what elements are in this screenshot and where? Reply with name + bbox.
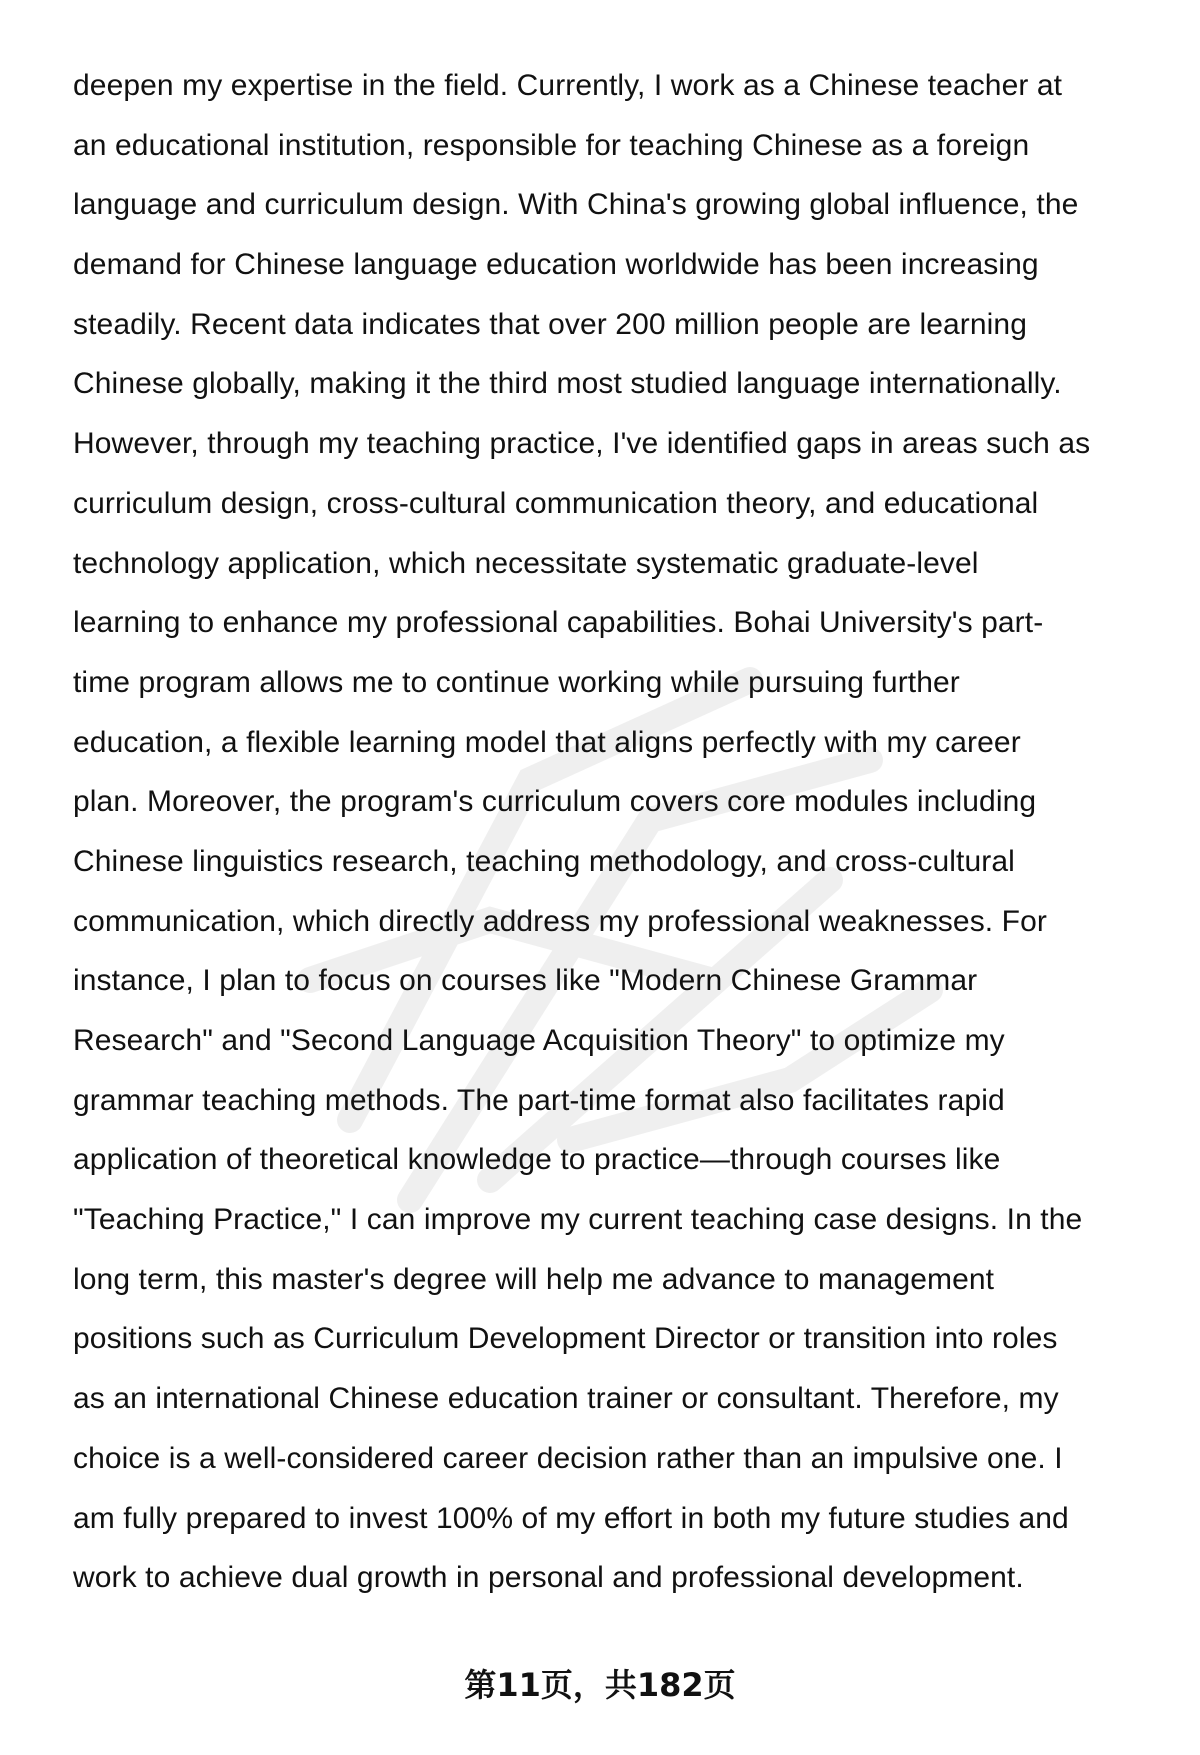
text-line: as an international Chinese education trainer or consultant. Therefore, my xyxy=(73,1382,1059,1416)
page-number-footer: 第11页，共182页 xyxy=(464,1666,736,1704)
text-line: Chinese linguistics research, teaching methodology, and cross-cultural xyxy=(73,844,1015,878)
text-line: curriculum design, cross-cultural communication theory, and educational xyxy=(73,486,1039,520)
text-line: However, through my teaching practice, I've identified gaps in areas such as xyxy=(73,427,1091,461)
text-line: grammar teaching methods. The part-time format also facilitates rapid xyxy=(73,1083,1005,1117)
text-line: time program allows me to continue working while pursuing further xyxy=(73,665,960,699)
text-line: am fully prepared to invest 100% of my effort in both my future studies and xyxy=(73,1501,1069,1535)
body-text xyxy=(73,56,1163,1608)
text-line: "Teaching Practice," I can improve my current teaching case designs. In the xyxy=(73,1203,1083,1237)
text-line: application of theoretical knowledge to practice—through courses like xyxy=(73,1143,1001,1177)
text-line: an educational institution, responsible for teaching Chinese as a foreign xyxy=(73,128,1030,162)
text-line: Research" and "Second Language Acquisition Theory" to optimize my xyxy=(73,1024,1005,1057)
text-line: language and curriculum design. With China's growing global influence, the xyxy=(73,188,1079,222)
text-line: positions such as Curriculum Development Director or transition into roles xyxy=(73,1322,1058,1356)
text-line: long term, this master's degree will help me advance to management xyxy=(73,1262,995,1296)
text-line: steadily. Recent data indicates that over 200 million people are learning xyxy=(73,307,1027,341)
text-line: deepen my expertise in the field. Currently, I work as a Chinese teacher at xyxy=(73,69,1063,102)
text-line: learning to enhance my professional capabilities. Bohai University's part- xyxy=(73,606,1044,640)
text-line: instance, I plan to focus on courses like "Modern Chinese Grammar xyxy=(73,964,978,998)
text-line: plan. Moreover, the program's curriculum covers core modules including xyxy=(73,785,1037,819)
text-line: Chinese globally, making it the third most studied language internationally. xyxy=(73,367,1062,401)
text-line: education, a flexible learning model that aligns perfectly with my career xyxy=(73,725,1021,759)
text-line: work to achieve dual growth in personal and professional development. xyxy=(73,1561,1024,1595)
text-line: choice is a well-considered career decision rather than an impulsive one. I xyxy=(73,1441,1063,1475)
text-line: technology application, which necessitate systematic graduate-level xyxy=(73,546,979,580)
text-line: communication, which directly address my professional weaknesses. For xyxy=(73,904,1047,938)
text-line: demand for Chinese language education worldwide has been increasing xyxy=(73,248,1039,282)
